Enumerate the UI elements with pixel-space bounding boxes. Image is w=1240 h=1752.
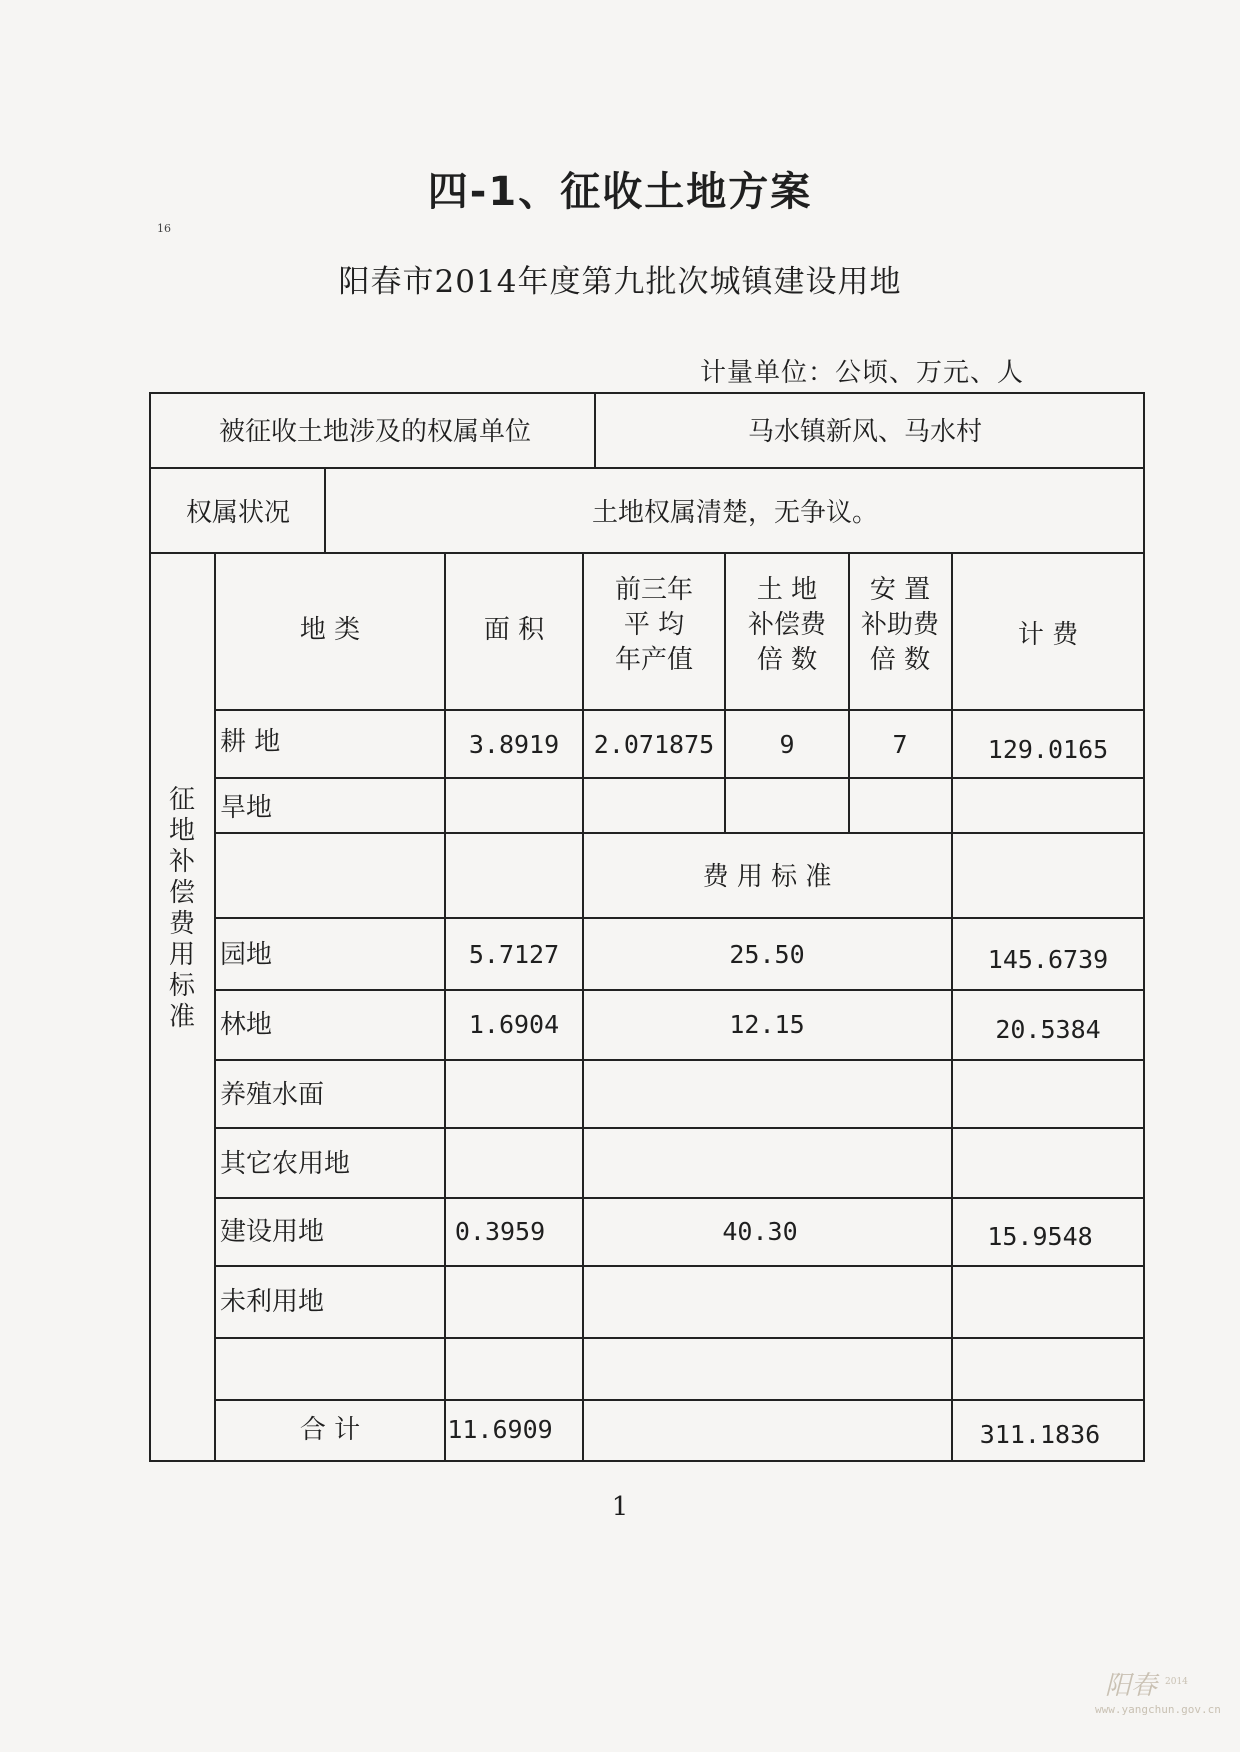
row-garden-fee: 145.6739 (987, 945, 1109, 974)
total-area: 11.6909 (447, 1415, 553, 1444)
side-label-char: 地 (168, 816, 196, 846)
row-garden-standard: 25.50 (729, 940, 805, 969)
watermark-logo-text: 阳春 (1105, 1671, 1158, 1701)
header-avg-output-3: 年产值 (614, 645, 694, 675)
row-farmland-type: 耕 地 (220, 727, 281, 757)
status-label: 权属状况 (185, 498, 291, 528)
row-garden-area: 5.7127 (468, 940, 560, 969)
total-label: 合 计 (299, 1415, 361, 1445)
side-label-char: 标 (168, 971, 196, 1001)
row-aquaculture-type: 养殖水面 (220, 1080, 325, 1110)
page-title: 四-1、征收土地方案 (427, 169, 813, 215)
header-land-multiple-2: 补偿费 (747, 610, 827, 640)
row-dryland-type: 旱地 (220, 793, 273, 823)
side-label-char: 征 (168, 785, 196, 815)
header-resettle-multiple-3: 倍 数 (869, 645, 931, 675)
header-fee: 计 费 (1017, 620, 1079, 650)
row-farmland-land-multiple: 9 (779, 730, 795, 759)
side-label-char: 补 (168, 847, 196, 877)
header-resettle-multiple-2: 补助费 (860, 610, 940, 640)
row-construction-fee: 15.9548 (987, 1222, 1093, 1251)
row-other-agri-type: 其它农用地 (220, 1149, 351, 1179)
watermark-url: www.yangchun.gov.cn (1095, 1703, 1221, 1716)
header-land-multiple-3: 倍 数 (756, 645, 818, 675)
row-farmland-avg-output: 2.071875 (593, 730, 715, 759)
side-label-char: 偿 (168, 878, 196, 908)
row-unused-type: 未利用地 (220, 1287, 325, 1317)
row-construction-standard: 40.30 (722, 1217, 798, 1246)
status-value: 土地权属清楚，无争议。 (591, 498, 879, 528)
side-label-char: 准 (168, 1002, 196, 1032)
side-label-char: 费 (168, 909, 196, 939)
row-farmland-resettle-multiple: 7 (892, 730, 908, 759)
row-forest-standard: 12.15 (729, 1010, 805, 1039)
subtitle: 阳春市2014年度第九批次城镇建设用地 (338, 264, 902, 300)
header-area: 面 积 (483, 615, 545, 645)
row-construction-type: 建设用地 (220, 1217, 325, 1247)
row-forest-type: 林地 (220, 1010, 273, 1040)
row-farmland-area: 3.8919 (468, 730, 560, 759)
unit-note: 计量单位：公顷、万元、人 (700, 358, 1025, 388)
owner-value: 马水镇新风、马水村 (747, 417, 983, 447)
header-avg-output-2: 平 均 (623, 610, 685, 640)
standard-header: 费 用 标 准 (702, 862, 832, 892)
header-resettle-multiple-1: 安 置 (869, 575, 931, 605)
header-land-multiple-1: 土 地 (756, 575, 818, 605)
row-forest-area: 1.6904 (468, 1010, 560, 1039)
margin-note: 16 (157, 222, 171, 235)
watermark-logo (1095, 1665, 1225, 1725)
side-label-vertical (169, 785, 196, 1032)
header-avg-output-1: 前三年 (614, 575, 694, 605)
row-garden-type: 园地 (220, 940, 273, 970)
side-label-char: 用 (168, 940, 196, 970)
owner-label: 被征收土地涉及的权属单位 (218, 417, 532, 447)
row-farmland-fee: 129.0165 (987, 735, 1109, 764)
page-number: 1 (611, 1492, 629, 1522)
header-land-type: 地 类 (299, 615, 361, 645)
row-forest-fee: 20.5384 (995, 1015, 1101, 1044)
row-construction-area: 0.3959 (454, 1217, 546, 1246)
land-acquisition-table (140, 388, 1154, 1471)
total-fee: 311.1836 (979, 1420, 1101, 1449)
watermark-year: 2014 (1165, 1677, 1188, 1687)
